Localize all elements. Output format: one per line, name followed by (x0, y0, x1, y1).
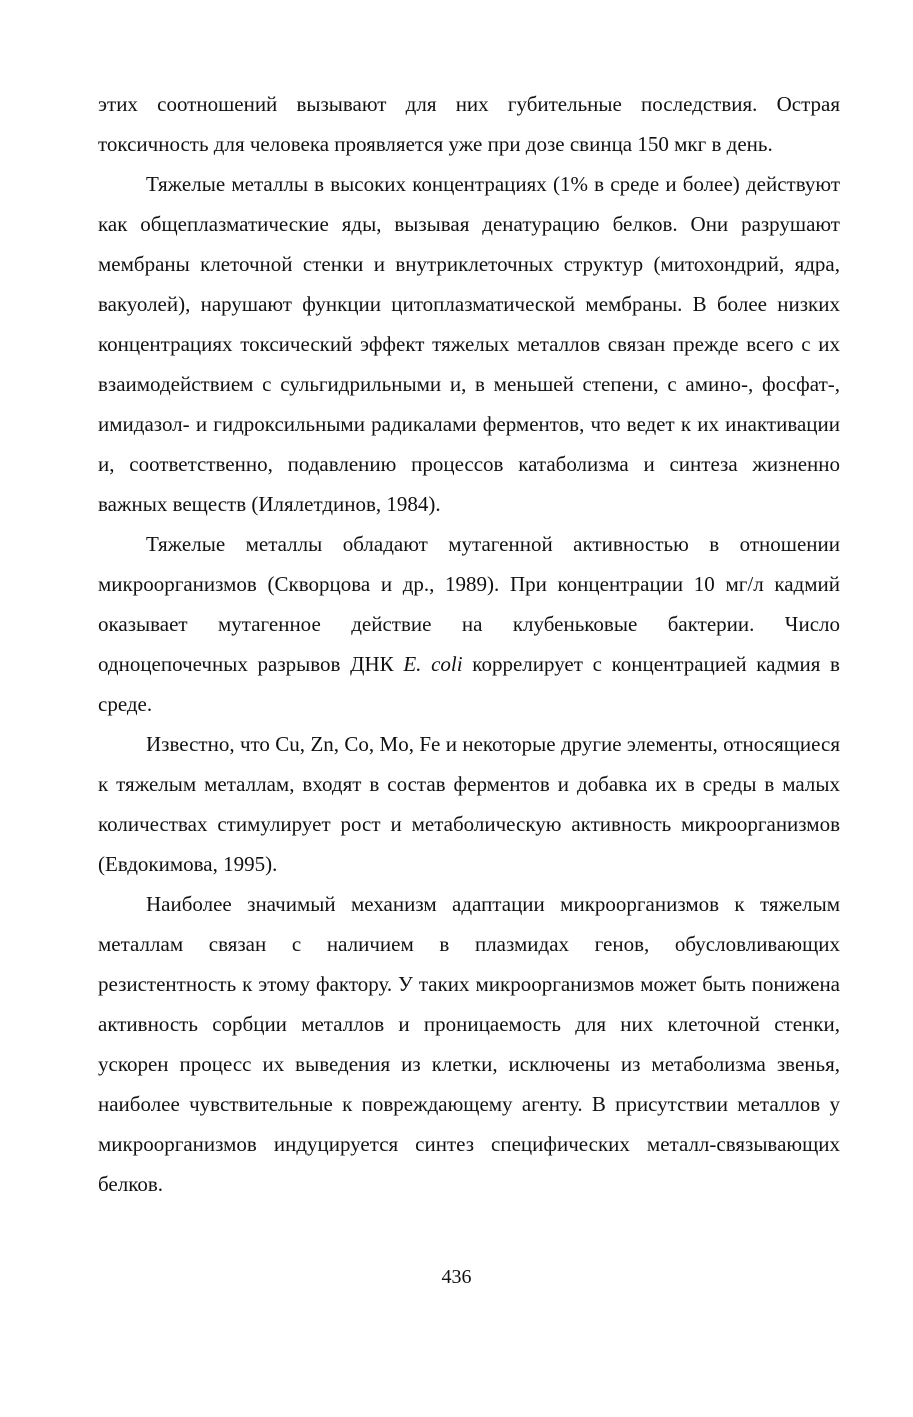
page-number: 436 (441, 1266, 472, 1288)
paragraph-mutagenic-activity (98, 524, 840, 724)
paragraph-heavy-metals-toxicity: Тяжелые металлы в высоких концентрациях (1% в среде и более) действуют как общеплазматические яды, вызывая денатурацию белков. Они разрушают мембраны клеточной стенки и внутриклеточных структур (митохондрий, ядра, вакуолей), нарушают функции цитоплазматической мембраны. В более низких концентрациях токсический эффект тяжелых металлов связан прежде всего с их взаимодействием с сульгидрильными и, в меньшей степени, с амино-, фосфат-, имидазол- и гидроксильными радикалами ферментов, что ведет к их инактивации и, соответственно, подавлению процессов катаболизма и синтеза жизненно важных веществ (Илялетдинов, 1984). (98, 172, 840, 516)
paragraph-trace-elements: Известно, что Cu, Zn, Co, Mo, Fe и некоторые другие элементы, относящиеся к тяжелым металлам, входят в состав ферментов и добавка их в среды в малых количествах стимулирует рост и метаболическую активность микроорганизмов (Евдокимова, 1995). (98, 732, 840, 876)
paragraph-continuation: этих соотношений вызывают для них губительные последствия. Острая токсичность для человека проявляется уже при дозе свинца 150 мкг в день. (98, 92, 840, 156)
paragraph-text-before-italic: Тяжелые металлы обладают мутагенной активностью в отношении микроорганизмов (Скворцова и др., 1989). При концентрации 10 мг/л кадмий оказывает мутагенное действие на клубеньковые бактерии. Число одноцепочечных разрывов ДНК (98, 532, 840, 676)
body-text (98, 84, 840, 1204)
paragraph-adaptation-mechanism: Наиболее значимый механизм адаптации микроорганизмов к тяжелым металлам связан с наличием в плазмидах генов, обусловливающих резистентность к этому фактору. У таких микроорганизмов может быть понижена активность сорбции металлов и проницаемость для них клеточной стенки, ускорен процесс их выведения из клетки, исключены из метаболизма звенья, наиболее чувствительные к повреждающему агенту. В присутствии металлов у микроорганизмов индуцируется синтез специфических металл-связывающих белков. (98, 892, 840, 1196)
paragraph-text-after-italic: коррелирует с концентрацией кадмия в среде. (98, 652, 840, 716)
species-name-italic: E. coli (403, 652, 463, 676)
